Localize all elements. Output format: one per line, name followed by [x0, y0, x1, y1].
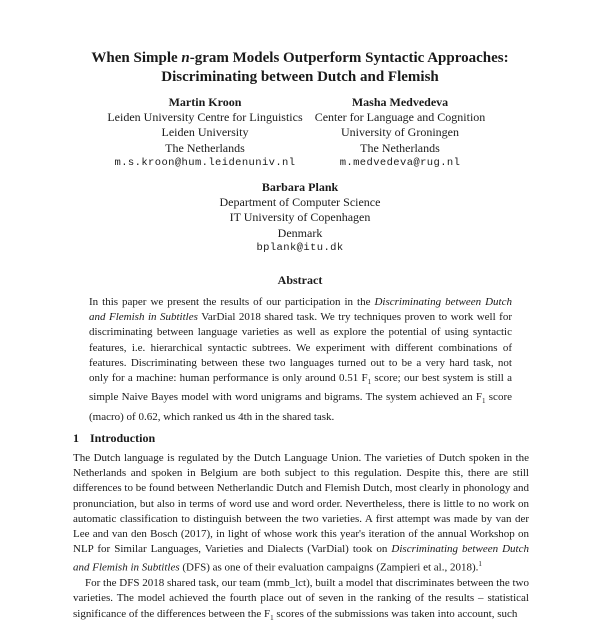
author-country: Denmark [277, 225, 323, 240]
author-country: The Netherlands [165, 140, 245, 155]
paper-title: When Simple n-gram Models Outperform Syntactic Approaches: Discriminating between Dutch and Flemish [91, 50, 509, 85]
author-name: Martin Kroon [168, 95, 242, 109]
author-block-medvedeva [310, 95, 490, 171]
author-affiliation: Leiden University [161, 125, 249, 140]
paragraph: For the DFS 2018 shared task, our team (mmb_lct), built a model that discriminates between the two varieties. The model achieved the fourth place out of seven in the ranking of the results – statistical significance of the differences between the $F_1$ scores of the submissions was taken into account, such [73, 577, 529, 622]
author-email[interactable]: m.s.kroon@hum.leidenuniv.nl [114, 156, 296, 169]
author-name: Barbara Plank [261, 180, 339, 194]
section-number: 1 [73, 431, 79, 445]
section-heading-introduction [73, 431, 155, 446]
author-block-plank [200, 180, 400, 256]
author-block-kroon [95, 95, 315, 171]
author-affiliation: Center for Language and Cognition [314, 110, 486, 125]
author-email[interactable]: bplank@itu.dk [256, 241, 344, 254]
author-name: Masha Medvedeva [351, 95, 449, 109]
author-country: The Netherlands [360, 140, 440, 155]
author-affiliation: IT University of Copenhagen [229, 210, 371, 225]
author-email[interactable]: m.medvedeva@rug.nl [339, 156, 461, 169]
abstract-heading: Abstract [277, 273, 323, 287]
paragraph: The Dutch language is regulated by the Dutch Language Union. The varieties of Dutch spoken in the Netherlands and spoken in Belgium are both subject to this regulation. Despite this, there are still differences to be found between Netherlandic Dutch and Flemish Dutch, most clearly in phonology and pronunciation, but also in terms of word use and word order. Nevertheless, there is little to no work on automatic classification to distinguish between the two varieties. A first attempt was made by van der Lee and van den Bosch (2017), in light of whose work this year's iteration of the annual Workshop on NLP for Similar Languages, Varieties and Dialects (VarDial) took on Discriminating between Dutch and Flemish in Subtitles (DFS) as one of their evaluation campaigns (Zampieri et al., 2018).$^1$ [73, 452, 529, 575]
author-affiliation: Department of Computer Science [219, 195, 381, 210]
section-title: Introduction [90, 431, 156, 445]
author-affiliation: Leiden University Centre for Linguistics [107, 110, 303, 125]
abstract-text: In this paper we present the results of our participation in the Discriminating between Dutch and Flemish in Subtitles VarDial 2018 shared task. We try techniques proven to work well for discriminating between language varieties as well as explore the potential of using syntactic features, i.e. hierarchical syntactic subtrees. We experiment with different combinations of features. Discriminating between these two languages turned out to be a very hard task, not only for a machine: human performance is only around 0.51 $F_1$ score; our best system is still a simple Naive Bayes model with word unigrams and bigrams. The system achieved an $F_1$ score (macro) of 0.62, which ranked us 4th in the shared task. [89, 296, 512, 423]
footnote-marker[interactable]: 1 [478, 560, 482, 569]
author-affiliation: University of Groningen [341, 125, 459, 140]
